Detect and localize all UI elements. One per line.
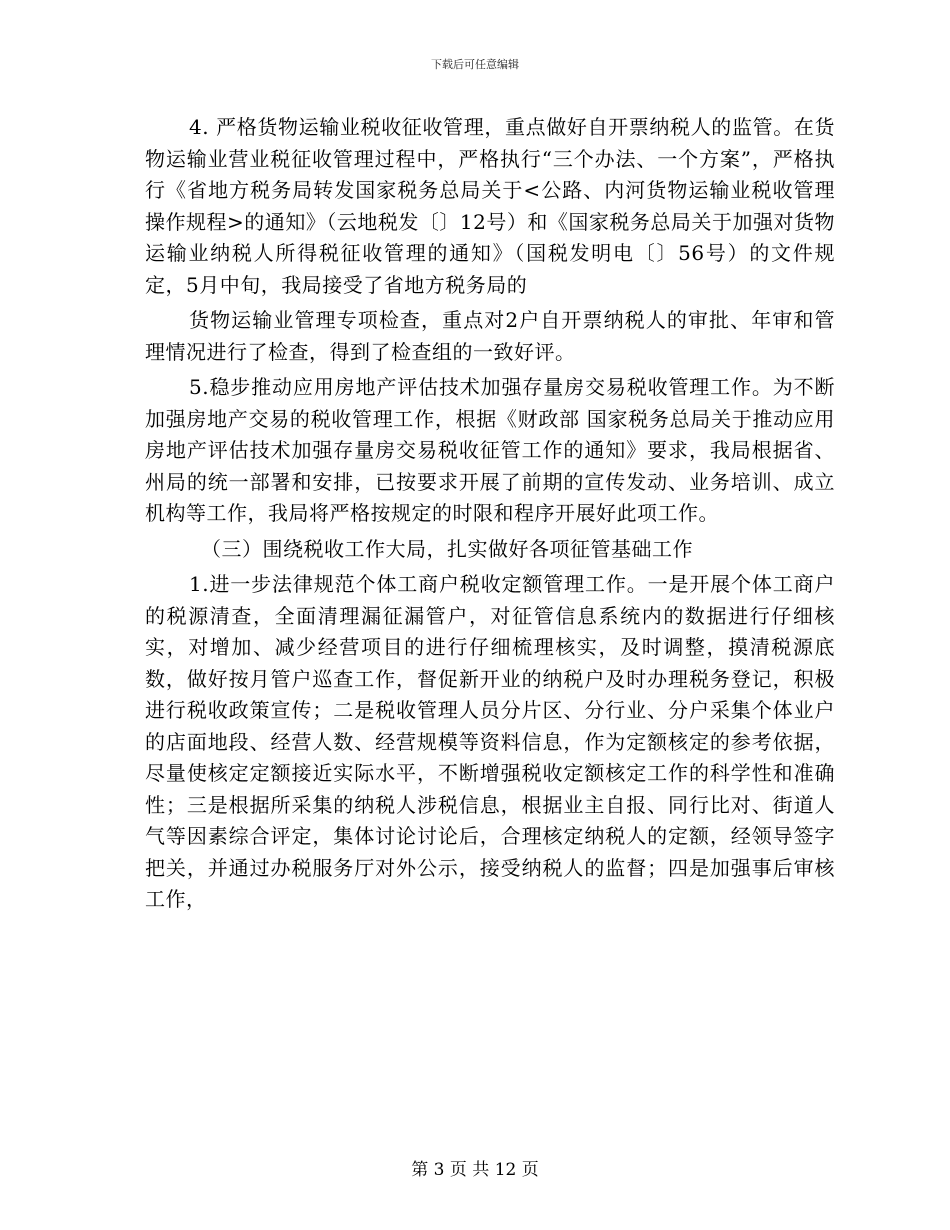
- page-footer: 第 3 页 共 12 页: [411, 1160, 539, 1180]
- paragraph-item-5: 5.稳步推动应用房地产评估技术加强存量房交易税收管理工作。为不断加强房地产交易的税收管理工作，根据《财政部 国家税务总局关于推动应用房地产评估技术加强存量房交易税收征管工作的通知》要求，我局根据省、州局的统一部署和安排，已按要求开展了前期的宣传发动、业务培训、成立机构等工作，我局将严格按规定的时限和程序开展好此项工作。: [145, 375, 835, 525]
- paragraph-item-4-continued: 货物运输业管理专项检查，重点对2户自开票纳税人的审批、年审和管理情况进行了检查，得到了检查组的一致好评。: [145, 308, 835, 364]
- paragraph-item-1: 1.进一步法律规范个体工商户税收定额管理工作。一是开展个体工商户的税源清查，全面清理漏征漏管户，对征管信息系统内的数据进行仔细核实，对增加、减少经营项目的进行仔细梳理核实，及时调整，摸清税源底数，做好按月管户巡查工作，督促新开业的纳税户及时办理税务登记，积极进行税收政策宣传；二是税收管理人员分片区、分行业、分户采集个体业户的店面地段、经营人数、经营规模等资料信息，作为定额核定的参考依据，尽量使核定定额接近实际水平，不断增强税收定额核定工作的科学性和准确性；三是根据所采集的纳税人涉税信息，根据业主自报、同行比对、街道人气等因素综合评定，集体讨论讨论后，合理核定纳税人的定额，经领导签字把关，并通过办税服务厅对外公示，接受纳税人的监督；四是加强事后审核工作，: [145, 572, 835, 911]
- section-heading: （三）围绕税收工作大局，扎实做好各项征管基础工作: [201, 536, 693, 561]
- paragraph-item-4: 4. 严格货物运输业税收征收管理，重点做好自开票纳税人的监管。在货物运输业营业税征收管理过程中，严格执行“三个办法、一个方案”，严格执行《省地方税务局转发国家税务总局关于<公路、内河货物运输业税收管理操作规程>的通知》（云地税发〔〕12号）和《国家税务总局关于加强对货物运输业纳税人所得税征收管理的通知》（国税发明电〔〕56号）的文件规定，5月中旬，我局接受了省地方税务局的: [145, 115, 835, 297]
- page-header: 下载后可任意编辑: [431, 58, 519, 71]
- document-body: [145, 112, 835, 916]
